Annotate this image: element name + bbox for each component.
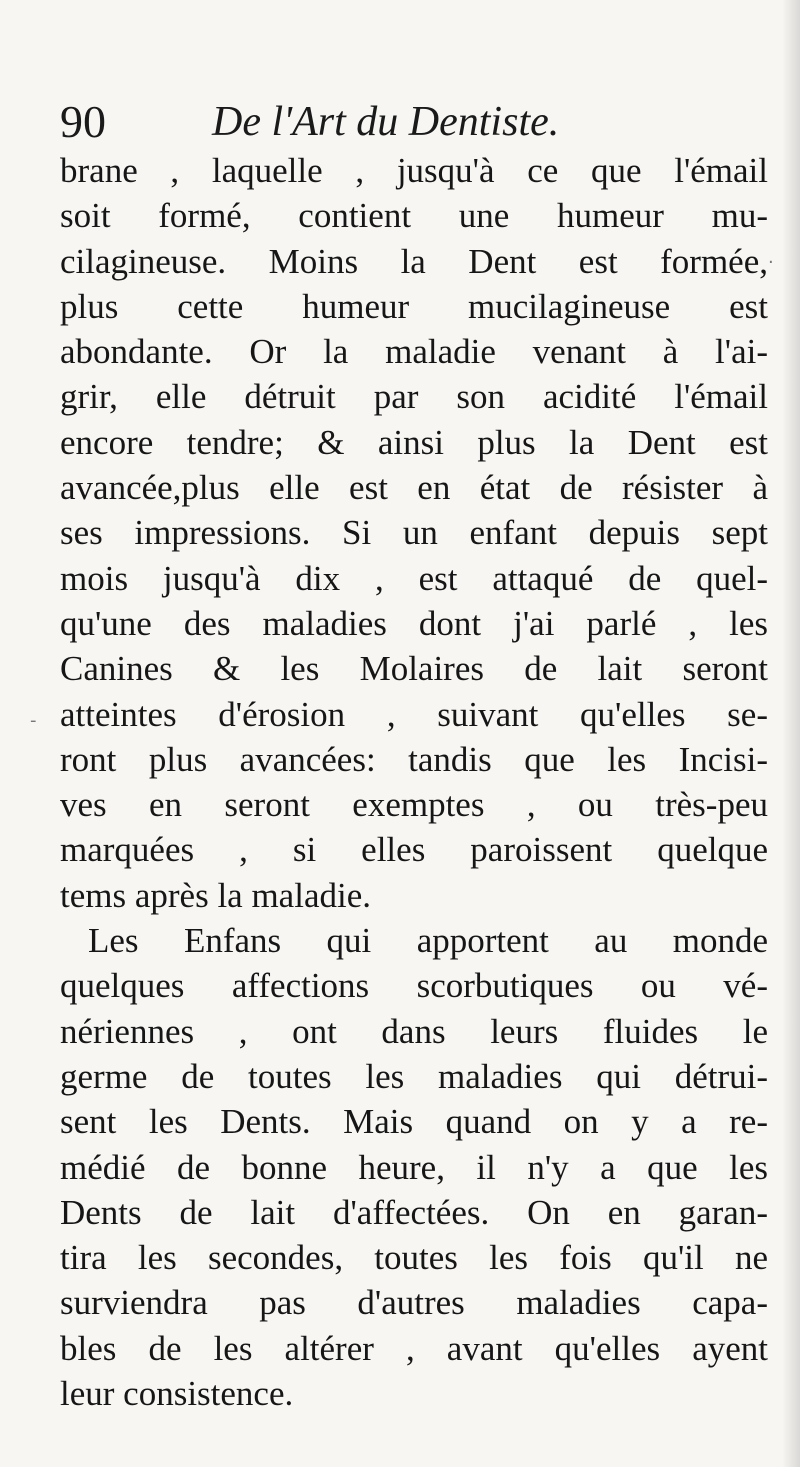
text-line: Canines & les Molaires de lait seront [60, 649, 768, 689]
text-line: ront plus avancées: tandis que les Incisi- [60, 739, 768, 779]
paragraph-1 [60, 148, 768, 918]
text-line: soit formé, contient une humeur mu- [60, 196, 768, 236]
text-line: médié de bonne heure, il n'y a que les [60, 1147, 768, 1187]
text-line: germe de toutes les maladies qui détrui- [60, 1056, 768, 1096]
text-line: sent les Dents. Mais quand on y a re- [60, 1102, 768, 1142]
text-line: tems après la maladie. [60, 875, 371, 915]
text-line: leur consistence. [60, 1374, 294, 1414]
margin-speck: · [768, 252, 774, 273]
text-line: quelques affections scorbutiques ou vé- [60, 966, 768, 1006]
text-line: Dents de lait d'affectées. On en garan- [60, 1192, 768, 1232]
page-edge-shadow [782, 0, 800, 1467]
page-number: 90 [60, 96, 106, 147]
text-line: plus cette humeur mucilagineuse est [60, 286, 768, 326]
text-line: ves en seront exemptes , ou très-peu [60, 785, 768, 825]
text-line: qu'une des maladies dont j'ai parlé , les [60, 603, 768, 643]
text-line: marquées , si elles paroissent quelque [60, 830, 768, 870]
text-line: brane , laquelle , jusqu'à ce que l'émail [60, 151, 768, 190]
running-head [60, 92, 780, 152]
text-line: ses impressions. Si un enfant depuis sept [60, 513, 768, 553]
text-line: bles de les altérer , avant qu'elles ayent [60, 1328, 768, 1368]
text-line: atteintes d'érosion , suivant qu'elles se- [60, 694, 768, 734]
text-line: cilagineuse. Moins la Dent est formée, [60, 241, 768, 281]
text-line: avancée,plus elle est en état de résister à [60, 468, 768, 508]
margin-speck: - [30, 710, 37, 731]
text-line: abondante. Or la maladie venant à l'ai- [60, 332, 768, 372]
text-line: nériennes , ont dans leurs fluides le [60, 1011, 768, 1051]
text-line: encore tendre; & ainsi plus la Dent est [60, 422, 768, 462]
text-line: surviendra pas d'autres maladies capa- [60, 1283, 768, 1323]
text-line: grir, elle détruit par son acidité l'émail [60, 377, 768, 417]
text-line: mois jusqu'à dix , est attaqué de quel- [60, 558, 768, 598]
text-line: tira les secondes, toutes les fois qu'il ne [60, 1238, 768, 1278]
text-line: Les Enfans qui apportent au monde [88, 921, 768, 961]
body-text [60, 148, 768, 1416]
running-title: De l'Art du Dentiste. [212, 99, 560, 145]
paragraph-2 [60, 918, 768, 1416]
